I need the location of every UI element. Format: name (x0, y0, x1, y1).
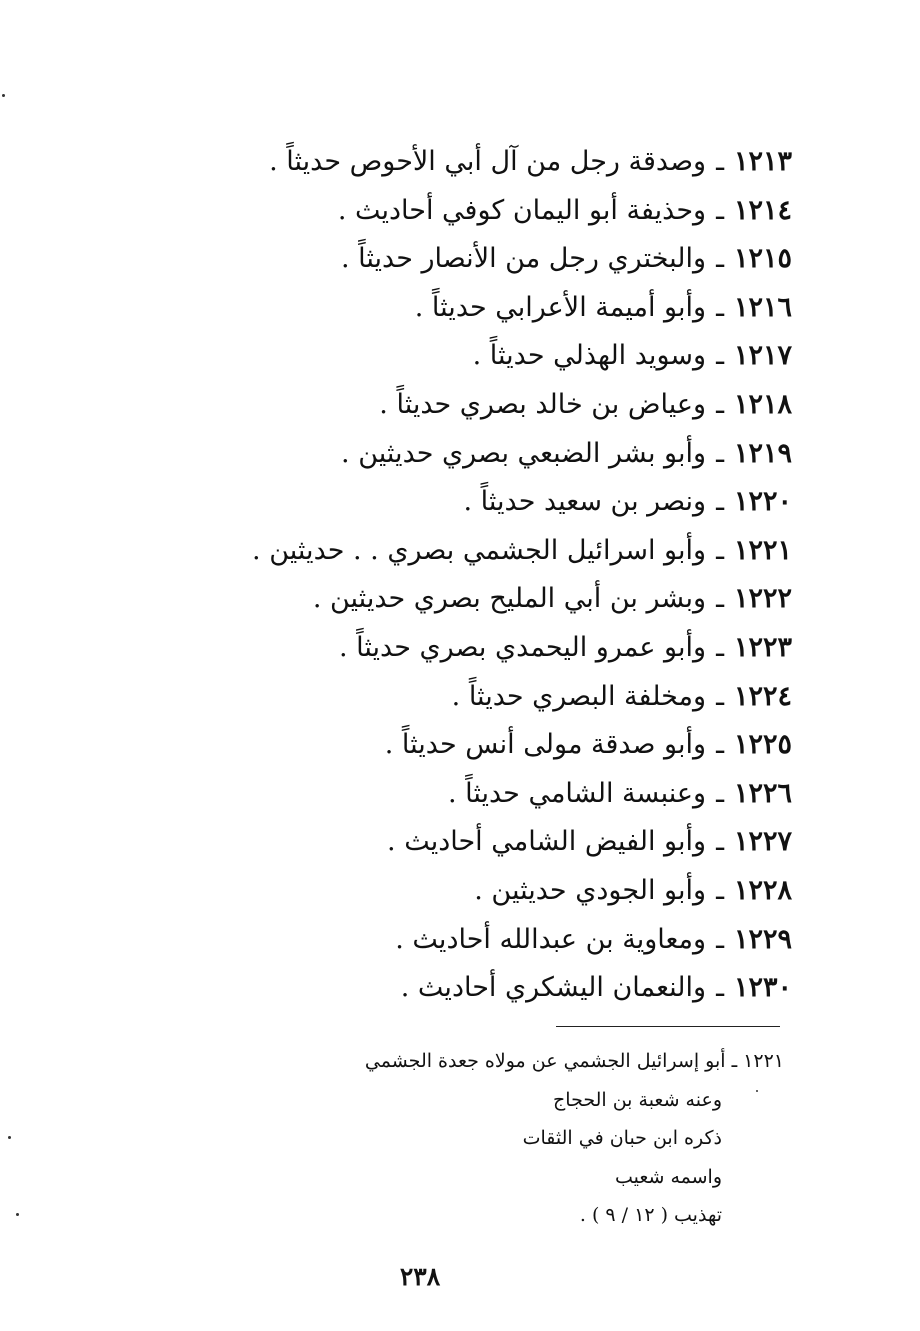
list-item (112, 235, 792, 284)
entry-text: وعياض بن خالد بصري حديثاً . (379, 388, 707, 420)
list-item (112, 138, 792, 187)
entry-number: ١٢٣٠ (733, 972, 792, 1004)
entry-number: ١٢٢٨ (733, 874, 792, 906)
footnote-line: وعنه شعبة بن الحجاج (553, 1088, 722, 1111)
list-item (112, 187, 792, 236)
entry-number: ١٢١٩ (733, 437, 792, 469)
entry-separator: ـ (716, 486, 724, 518)
entry-number: ١٢١٤ (733, 194, 792, 226)
list-item (112, 964, 792, 1013)
list-item (112, 624, 792, 673)
entry-number: ١٢٢٢ (733, 583, 792, 615)
entry-text: وأبو صدقة مولى أنس حديثاً . (384, 729, 707, 761)
entry-text: ومخلفة البصري حديثاً . (451, 680, 707, 712)
entry-text: ومعاوية بن عبدالله أحاديث . (395, 923, 707, 955)
entry-number: ١٢١٧ (733, 340, 792, 372)
list-item (112, 916, 792, 965)
list-item (112, 770, 792, 819)
entry-separator: ـ (716, 923, 724, 955)
entry-number: ١٢٢٣ (733, 631, 792, 663)
footnote-divider (556, 1026, 780, 1027)
footnote-line: ذكره ابن حبان في الثقات (522, 1127, 722, 1149)
entry-number: ١٢٢٤ (733, 680, 792, 712)
list-item (112, 478, 792, 527)
entry-separator: ـ (716, 826, 724, 858)
list-item (112, 721, 792, 770)
entry-separator: ـ (716, 972, 724, 1004)
entry-text: وأبو اسرائيل الجشمي بصري . . حديثين . (252, 534, 707, 566)
entry-number: ١٢٢٧ (733, 826, 792, 858)
entry-separator: ـ (716, 583, 724, 615)
entry-separator: ـ (716, 340, 724, 372)
list-item (112, 430, 792, 479)
entry-number: ١٢١٦ (733, 291, 792, 323)
entry-text: والنعمان اليشكري أحاديث . (400, 972, 707, 1004)
list-item (112, 673, 792, 722)
list-item (112, 527, 792, 576)
entry-text: وأبو الجودي حديثين . (474, 874, 707, 906)
list-item (112, 818, 792, 867)
entry-separator: ـ (716, 437, 724, 469)
entry-separator: ـ (716, 631, 724, 663)
page-number: ٢٣٨ (399, 1262, 441, 1291)
entry-number: ١٢٢٥ (733, 729, 792, 761)
entry-separator: ـ (716, 729, 724, 761)
footnote-line: تهذيب ( ١٢ / ٩ ) . (579, 1204, 722, 1226)
footnote (284, 1042, 784, 1235)
entry-text: وبشر بن أبي المليح بصري حديثين . (312, 583, 707, 615)
list-item (112, 867, 792, 916)
entry-number: ١٢١٣ (733, 146, 792, 177)
footnote-line: واسمه شعيب (614, 1165, 722, 1188)
scan-speck (2, 94, 5, 97)
scan-speck (8, 1136, 11, 1139)
entry-separator: ـ (716, 243, 724, 275)
entry-number: ١٢٢٠ (733, 486, 792, 518)
entry-separator: ـ (716, 291, 724, 323)
entry-text: وأبو عمرو اليحمدي بصري حديثاً . (338, 631, 707, 663)
entry-text: وأبو بشر الضبعي بصري حديثين . (341, 437, 707, 469)
entry-text: ونصر بن سعيد حديثاً . (463, 486, 707, 518)
scan-speck (16, 1213, 19, 1216)
list-item (112, 332, 792, 381)
entry-text: والبختري رجل من الأنصار حديثاً . (341, 243, 707, 275)
entry-number: ١٢١٨ (733, 388, 792, 420)
footnote-line: ١٢٢١ ـ أبو إسرائيل الجشمي عن مولاه جعدة الجشمي (364, 1050, 784, 1072)
entry-text: وصدقة رجل من آل أبي الأحوص حديثاً . (269, 146, 707, 177)
scan-speck (756, 1090, 758, 1092)
entry-text: وعنبسة الشامي حديثاً . (447, 777, 707, 809)
entry-separator: ـ (716, 194, 724, 226)
entry-number: ١٢٢٦ (733, 777, 792, 809)
entry-separator: ـ (716, 146, 724, 177)
entry-text: وحذيفة أبو اليمان كوفي أحاديث . (337, 194, 707, 226)
entry-text: وسويد الهذلي حديثاً . (472, 340, 707, 372)
entry-text: وأبو الفيض الشامي أحاديث . (387, 826, 707, 858)
entry-separator: ـ (716, 874, 724, 906)
entry-separator: ـ (716, 680, 724, 712)
list-item (112, 381, 792, 430)
entry-separator: ـ (716, 388, 724, 420)
entry-number: ١٢٢٩ (733, 923, 792, 955)
entry-number: ١٢١٥ (733, 243, 792, 275)
entry-text: وأبو أميمة الأعرابي حديثاً . (414, 291, 707, 323)
list-item (112, 284, 792, 333)
entry-separator: ـ (716, 777, 724, 809)
entry-number: ١٢٢١ (733, 534, 792, 566)
list-item (112, 575, 792, 624)
entry-separator: ـ (716, 534, 724, 566)
narrator-list (112, 138, 792, 1013)
